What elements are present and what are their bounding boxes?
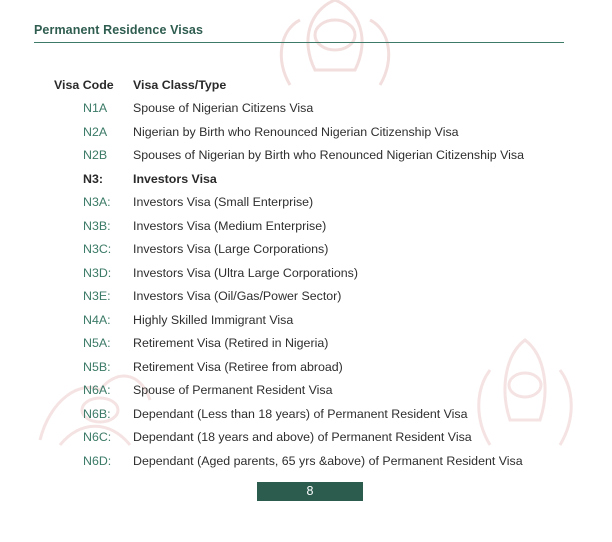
table-row: [54, 167, 594, 191]
visa-code: N6A:: [83, 383, 111, 398]
visa-code: N1A: [83, 101, 108, 116]
visa-code: N6B:: [83, 406, 111, 421]
visa-type: Investors Visa (Large Corporations): [133, 242, 329, 257]
table-row: [54, 261, 594, 285]
visa-type: Investors Visa: [133, 171, 217, 186]
visa-type: Dependant (Aged parents, 65 yrs &above) of Permanent Resident Visa: [133, 453, 523, 468]
table-row: [54, 449, 594, 473]
table-row: [54, 214, 594, 238]
visa-type: Investors Visa (Ultra Large Corporations): [133, 265, 358, 280]
visa-type: Retirement Visa (Retired in Nigeria): [133, 336, 329, 351]
table-row: [54, 120, 594, 144]
column-header-type: Visa Class/Type: [133, 77, 227, 92]
visa-type: Spouses of Nigerian by Birth who Renounced Nigerian Citizenship Visa: [133, 148, 524, 163]
table-row: [54, 379, 594, 403]
visa-type: Highly Skilled Immigrant Visa: [133, 312, 294, 327]
table-row: [54, 332, 594, 356]
visa-code: N5B:: [83, 359, 111, 374]
table-row: [54, 285, 594, 309]
table-row: [54, 355, 594, 379]
title-divider: [34, 42, 564, 43]
visa-code: N3B:: [83, 218, 111, 233]
page-number-badge: 8: [257, 482, 363, 501]
visa-table: [54, 73, 594, 473]
visa-type: Spouse of Permanent Resident Visa: [133, 383, 333, 398]
table-row: [54, 144, 594, 168]
visa-code: N3:: [83, 171, 103, 186]
table-row: [54, 238, 594, 262]
visa-type: Spouse of Nigerian Citizens Visa: [133, 101, 314, 116]
visa-code: N2B: [83, 148, 108, 163]
visa-code: N3D:: [83, 265, 112, 280]
visa-type: Nigerian by Birth who Renounced Nigerian Citizenship Visa: [133, 124, 459, 139]
visa-code: N4A:: [83, 312, 111, 327]
table-row: [54, 191, 594, 215]
table-header-row: [54, 73, 594, 97]
table-row: [54, 97, 594, 121]
visa-code: N6C:: [83, 430, 112, 445]
visa-code: N5A:: [83, 336, 111, 351]
table-row: [54, 426, 594, 450]
visa-type: Investors Visa (Oil/Gas/Power Sector): [133, 289, 342, 304]
visa-code: N3E:: [83, 289, 111, 304]
visa-type: Dependant (18 years and above) of Permanent Resident Visa: [133, 430, 472, 445]
table-row: [54, 402, 594, 426]
table-row: [54, 308, 594, 332]
visa-code: N3C:: [83, 242, 112, 257]
visa-code: N3A:: [83, 195, 111, 210]
visa-type: Investors Visa (Medium Enterprise): [133, 218, 327, 233]
column-header-code: Visa Code: [54, 77, 114, 92]
visa-code: N2A: [83, 124, 108, 139]
visa-type: Dependant (Less than 18 years) of Permanent Resident Visa: [133, 406, 468, 421]
visa-type: Investors Visa (Small Enterprise): [133, 195, 314, 210]
visa-type: Retirement Visa (Retiree from abroad): [133, 359, 343, 374]
section-title: Permanent Residence Visas: [34, 23, 204, 37]
visa-code: N6D:: [83, 453, 112, 468]
